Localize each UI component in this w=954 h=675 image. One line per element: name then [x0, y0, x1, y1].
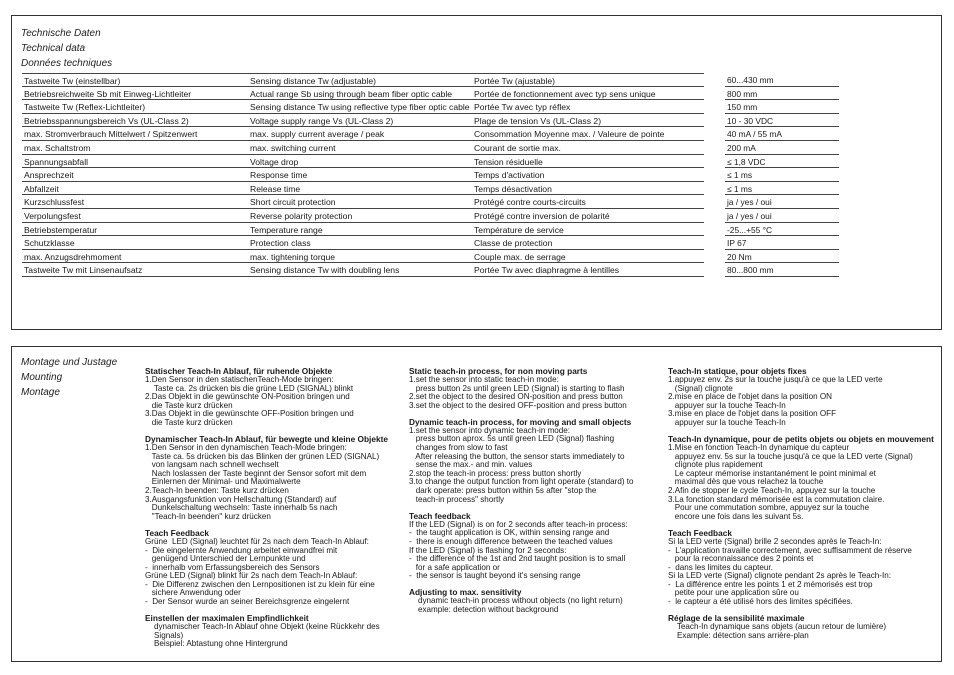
spec-value: 20 Nm: [727, 251, 752, 262]
instruction-line: Signals): [145, 631, 184, 640]
spec-value-cell: [725, 141, 839, 155]
section-title-fr: Données techniques: [21, 58, 113, 69]
instruction-line: Beispiel: Abtastung ohne Hintergrund: [145, 640, 288, 649]
spec-row: [22, 263, 704, 277]
instruction-heading: Einstellen der maximalen Empfindlichkeit: [145, 613, 309, 624]
instruction-line: Einlernen der Minimal- und Maximalwerte: [145, 478, 301, 487]
instruction-line: petite pour une application sûre ou: [668, 589, 799, 598]
instructions-column-de: [145, 367, 397, 656]
spec-label-fr: Temps d'activation: [474, 170, 545, 181]
instruction-line: appuyer sur la touche Teach-In: [668, 401, 786, 410]
instruction-line: maximal dès que vous relachez la touche: [668, 478, 824, 487]
spec-label-de: Verpolungsfest: [24, 211, 81, 221]
spec-value-cell: [725, 100, 839, 114]
spec-value-cell: [725, 263, 839, 277]
spec-label-en: Short circuit protection: [250, 197, 336, 208]
spec-row: [22, 250, 704, 264]
spec-value-cell: [725, 236, 839, 250]
instruction-line: If the LED (Signal) is flashing for 2 seconds:: [409, 546, 567, 555]
spec-label-de: max. Schaltstrom: [24, 143, 91, 153]
instruction-heading: Teach Feedback: [145, 527, 209, 538]
spec-label-de: Ansprechzeit: [24, 170, 74, 181]
spec-value: ≤ 1 ms: [727, 170, 753, 181]
spec-row: [22, 141, 704, 155]
spec-row: [22, 195, 704, 209]
instruction-line: 2.stop the teach-in process: press button shortly: [409, 469, 582, 478]
section-title-fr: Montage: [21, 387, 60, 398]
spec-row: [22, 155, 704, 169]
spec-label-fr: Protégé contre inversion de polarité: [474, 211, 610, 221]
spec-value-cell: [725, 209, 839, 223]
instruction-line: dynamic teach-in process without objects (no light return): [409, 597, 623, 606]
instruction-heading: Teach-In dynamique, pour de petits objets ou objets en mouvement: [668, 434, 934, 445]
instruction-line: - Die Differenz zwischen den Lernpositionen ist zu klein für eine: [145, 580, 375, 589]
spec-label-en: max. tightening torque: [250, 251, 336, 262]
spec-label-fr: Tension résiduelle: [474, 156, 543, 167]
instruction-block: [409, 418, 661, 504]
instruction-line: 1.set the sensor into dynamic teach-in mode:: [409, 426, 571, 435]
section-title-de: Technische Daten: [21, 28, 101, 39]
instruction-line: press button aprox. 5s until green LED (Signal) flashing: [409, 435, 615, 444]
instruction-line: clignote plus rapidement: [668, 461, 763, 470]
instruction-line: 3.set the object to the desired OFF-position and press button: [409, 401, 627, 410]
instruction-line: - the sensor is taught beyond it's sensing range: [409, 572, 581, 581]
instruction-line: 3.Ausgangsfunktion von Hellschaltung (Standard) auf: [145, 495, 337, 504]
spec-label-fr: Température de service: [474, 224, 564, 235]
instruction-line: Si la LED verte (Signal) clignote pendant 2s après le Teach-In:: [668, 572, 892, 581]
instruction-line: teach-in process" shortly: [409, 495, 505, 504]
instruction-line: - the difference of the 1st and 2nd taught position is to small: [409, 555, 626, 564]
instruction-line: - Der Sensor wurde an seiner Bereichsgrenze eingelernt: [145, 598, 350, 607]
instruction-line: (Signal) clignote: [668, 384, 733, 393]
spec-row: [22, 223, 704, 237]
spec-label-fr: Temps désactivation: [474, 183, 552, 194]
spec-value: 200 mA: [727, 143, 756, 153]
spec-label-fr: Plage de tension Vs (UL-Class 2): [474, 115, 602, 126]
mounting-panel: [11, 346, 942, 662]
spec-value: ja / yes / oui: [727, 211, 772, 221]
spec-value-cell: [725, 114, 839, 128]
instruction-line: 1.appuyez env. 2s sur la touche jusqu'à ce que la LED verte: [668, 376, 883, 384]
section-title-en: Mounting: [21, 372, 63, 383]
instruction-block: [668, 614, 930, 640]
spec-label-de: Betriebsreichweite Sb mit Einweg-Lichtleiter: [24, 88, 192, 99]
instruction-line: Le capteur mémorise instantanément le point minimal et: [668, 469, 876, 478]
instruction-line: - Die eingelernte Anwendung arbeitet einwandfrei mit: [145, 546, 338, 555]
spec-label-en: Sensing distance Tw using reflective type fiber optic cable: [250, 102, 470, 113]
instruction-line: 1.set the sensor into static teach-in mode:: [409, 376, 559, 384]
instruction-line: Example: détection sans arrière-plan: [668, 631, 809, 640]
instruction-line: Teach-In dynamique sans objets (aucun retour de lumière): [668, 623, 887, 632]
instruction-line: After releasing the button, the sensor starts immediately to: [409, 452, 625, 461]
instruction-block: [668, 434, 934, 521]
spec-label-de: max. Stromverbrauch Mittelwert / Spitzenwert: [24, 129, 198, 140]
spec-label-en: Protection class: [250, 238, 311, 249]
spec-label-fr: Portée Tw avec typ réflex: [474, 102, 571, 113]
instruction-line: - there is enough difference between the teached values: [409, 537, 613, 546]
spec-value: 40 mA / 55 mA: [727, 129, 782, 140]
instruction-line: Nach loslassen der Taste beginnt der Sensor sofort mit dem: [145, 469, 367, 478]
spec-value: 60...430 mm: [727, 75, 774, 85]
instruction-line: changes from slow to fast: [409, 444, 508, 453]
spec-row: [22, 73, 704, 87]
instruction-line: encore une fois dans les suivant 5s.: [668, 512, 804, 521]
spec-value-cell: [725, 182, 839, 196]
instruction-block: [145, 529, 397, 607]
instruction-heading: Teach-In statique, pour objets fixes: [668, 366, 807, 376]
instruction-line: for a safe application or: [409, 563, 500, 572]
instruction-line: 1.Den Sensor in den statischenTeach-Mode bringen:: [145, 376, 334, 384]
instruction-line: Grüne LED (Signal) leuchtet für 2s nach dem Teach-In Ablauf:: [145, 537, 369, 546]
spec-value-cell: [725, 155, 839, 169]
spec-value: 80...800 mm: [727, 265, 774, 276]
spec-label-en: Response time: [250, 170, 308, 181]
spec-label-en: Release time: [250, 183, 301, 194]
instruction-block: [668, 529, 930, 607]
spec-label-de: Tastweite Tw mit Linsenaufsatz: [24, 265, 143, 276]
instruction-line: die Taste kurz drücken: [145, 418, 233, 427]
spec-value: ≤ 1,8 VDC: [727, 156, 766, 167]
spec-label-en: Sensing distance Tw with doubling lens: [250, 265, 400, 276]
spec-label-fr: Protégé contre courts-circuits: [474, 197, 586, 208]
spec-label-de: Betriebstemperatur: [24, 224, 98, 235]
spec-label-fr: Portée Tw (ajustable): [474, 76, 556, 86]
instruction-line: sense the max.- and min. values: [409, 461, 533, 470]
instruction-line: 3.La fonction standard mémorisée est la commutation claire.: [668, 495, 885, 504]
spec-label-de: Tastweite Tw (Reflex-Lichtleiter): [24, 102, 146, 113]
technical-data-panel: [11, 15, 942, 330]
technical-data-titles: [21, 26, 112, 71]
instruction-heading: Réglage de la sensibilité maximale: [668, 613, 805, 624]
spec-label-en: Temperature range: [250, 224, 323, 235]
instruction-line: Si la LED verte (Signal) brille 2 secondes après le Teach-In:: [668, 537, 882, 546]
spec-value: 10 - 30 VDC: [727, 115, 774, 126]
instruction-line: - innerhalb vom Erfassungsbereich des Sensors: [145, 563, 320, 572]
instruction-line: 1.Mise en fonction Teach-In dynamique du capteur: [668, 444, 850, 453]
instruction-heading: Statischer Teach-In Ablauf, für ruhende Objekte: [145, 366, 333, 376]
instruction-heading: Adjusting to max. sensitivity: [409, 587, 522, 598]
spec-label-fr: Courant de sortie max.: [474, 143, 561, 153]
instruction-line: 2.Afin de stopper le cycle Teach-In, appuyez sur la touche: [668, 487, 876, 496]
spec-value: IP 67: [727, 238, 747, 249]
instruction-block: [409, 367, 661, 410]
spec-value-cell: [725, 87, 839, 101]
instruction-line: - le capteur a été utilisé hors des limites spécifiées.: [668, 598, 853, 607]
instruction-line: 3.mise en place de l'objet dans la position OFF: [668, 410, 837, 419]
spec-value: 800 mm: [727, 88, 758, 99]
spec-value: ja / yes / oui: [727, 197, 772, 208]
instruction-line: Taste ca. 5s drücken bis das Blinken der grünen LED (SIGNAL): [145, 452, 380, 461]
spec-value: ≤ 1 ms: [727, 183, 753, 194]
spec-row: [22, 127, 704, 141]
spec-label-de: Kurzschlussfest: [24, 197, 85, 208]
instruction-line: example: detection without background: [409, 605, 559, 614]
instruction-line: genügend Unterschied der Lernpunkte und: [145, 555, 306, 564]
spec-value-cell: [725, 250, 839, 264]
spec-row: [22, 209, 704, 223]
instruction-line: die Taste kurz drücken: [145, 401, 233, 410]
instruction-line: - La différence entre les points 1 et 2 mémorisés est trop: [668, 580, 873, 589]
instruction-line: 3.to change the output function from light operate (standard) to: [409, 478, 634, 487]
spec-label-de: Betriebsspannungsbereich Vs (UL-Class 2): [24, 115, 189, 126]
instruction-line: 2.mise en place de l'objet dans la position ON: [668, 393, 832, 402]
instructions-column-fr: [668, 366, 934, 648]
instruction-line: "Teach-In beenden" kurz drücken: [145, 512, 271, 521]
instruction-line: 1.Den Sensor in den dynamischen Teach-Mode bringen:: [145, 444, 347, 453]
instruction-block: [409, 512, 661, 581]
instruction-line: von langsam nach schnell wechselt: [145, 461, 279, 470]
instruction-line: appuyer sur la touche Teach-In: [668, 418, 786, 427]
instruction-line: Pour une commutation sombre, appuyez sur la touche: [668, 504, 870, 513]
spec-value-cell: [725, 73, 839, 87]
spec-label-de: Spannungsabfall: [24, 156, 89, 167]
instruction-line: pour la reconnaissance des 2 points et: [668, 555, 814, 564]
spec-label-de: Tastweite Tw (einstellbar): [24, 76, 121, 86]
instruction-line: - the taught application is OK, within sensing range and: [409, 529, 610, 538]
instructions-column-en: [409, 367, 661, 622]
instruction-block: [668, 367, 930, 428]
instruction-line: appuyez env. 5s sur la touche jusqu'à ce que la LED verte (Signal): [668, 452, 913, 461]
instruction-line: 2.Teach-In beenden: Taste kurz drücken: [145, 487, 289, 496]
instruction-line: sichere Anwendung oder: [145, 589, 241, 598]
spec-label-en: Reverse polarity protection: [250, 211, 353, 221]
spec-label-en: max. switching current: [250, 143, 336, 153]
spec-value: -25...+55 °C: [727, 224, 773, 235]
instruction-line: - L'application travaille correctement, avec suffisamment de réserve: [668, 546, 912, 555]
spec-label-fr: Portée de fonctionnement avec typ sens unique: [474, 88, 656, 99]
mounting-titles: [21, 355, 117, 400]
instruction-line: press button 2s until green LED (Signal) is starting to flash: [409, 384, 625, 393]
instruction-line: Taste ca. 2s drücken bis die grüne LED (SIGNAL) blinkt: [145, 384, 354, 393]
instruction-block: [409, 588, 661, 614]
spec-row: [22, 182, 704, 196]
instruction-line: dynamischer Teach-In Ablauf ohne Objekt (keine Rückkehr des: [145, 623, 380, 632]
instruction-block: [145, 614, 397, 649]
instruction-heading: Dynamischer Teach-In Ablauf, für bewegte und kleine Objekte: [145, 434, 388, 445]
instruction-line: Grüne LED (Signal) blinkt für 2s nach dem Teach-In Ablauf:: [145, 572, 358, 581]
spec-row: [22, 100, 704, 114]
spec-label-de: Schutzklasse: [24, 238, 75, 249]
instruction-heading: Dynamic teach-in process, for moving and small objects: [409, 416, 632, 427]
instruction-heading: Teach feedback: [409, 510, 471, 521]
spec-label-en: Voltage supply range Vs (UL-Class 2): [250, 115, 394, 126]
spec-row: [22, 168, 704, 182]
instruction-line: 2.Das Objekt in die gewünschte ON-Position bringen und: [145, 393, 350, 402]
instruction-line: 3.Das Objekt in die gewünschte OFF-Position bringen und: [145, 410, 354, 419]
spec-label-en: Sensing distance Tw (adjustable): [250, 76, 376, 86]
spec-value-cell: [725, 127, 839, 141]
instruction-line: If the LED (Signal) is on for 2 seconds after teach-in process:: [409, 520, 628, 529]
spec-label-de: max. Anzugsdrehmoment: [24, 251, 122, 262]
section-title-en: Technical data: [21, 43, 86, 54]
instruction-heading: Static teach-in process, for non moving parts: [409, 366, 588, 376]
spec-label-en: Voltage drop: [250, 156, 299, 167]
spec-value-cell: [725, 195, 839, 209]
section-title-de: Montage und Justage: [21, 357, 118, 368]
spec-row: [22, 114, 704, 128]
instruction-line: Dunkelschaltung wechseln: Taste innerhalb 5s nach: [145, 504, 338, 513]
spec-label-en: max. supply current average / peak: [250, 129, 385, 140]
spec-label-de: Abfallzeit: [24, 183, 59, 194]
instruction-block: [145, 435, 397, 521]
spec-label-fr: Portée Tw avec diaphragme à lentilles: [474, 265, 620, 276]
instruction-line: dark operate: press button within 5s after "stop the: [409, 487, 597, 496]
spec-label-fr: Classe de protection: [474, 238, 553, 249]
spec-value-cell: [725, 168, 839, 182]
instruction-heading: Teach Feedback: [668, 527, 732, 538]
spec-label-en: Actual range Sb using through beam fiber optic cable: [250, 88, 453, 99]
spec-label-fr: Couple max. de serrage: [474, 251, 566, 262]
spec-value-cell: [725, 223, 839, 237]
instruction-block: [145, 367, 397, 428]
instruction-line: 2.set the object to the desired ON-position and press button: [409, 393, 623, 402]
spec-value: 150 mm: [727, 102, 758, 113]
instruction-line: - dans les limites du capteur.: [668, 563, 773, 572]
spec-row: [22, 236, 704, 250]
spec-label-fr: Consommation Moyenne max. / Valeure de pointe: [474, 129, 665, 140]
spec-row: [22, 87, 704, 101]
